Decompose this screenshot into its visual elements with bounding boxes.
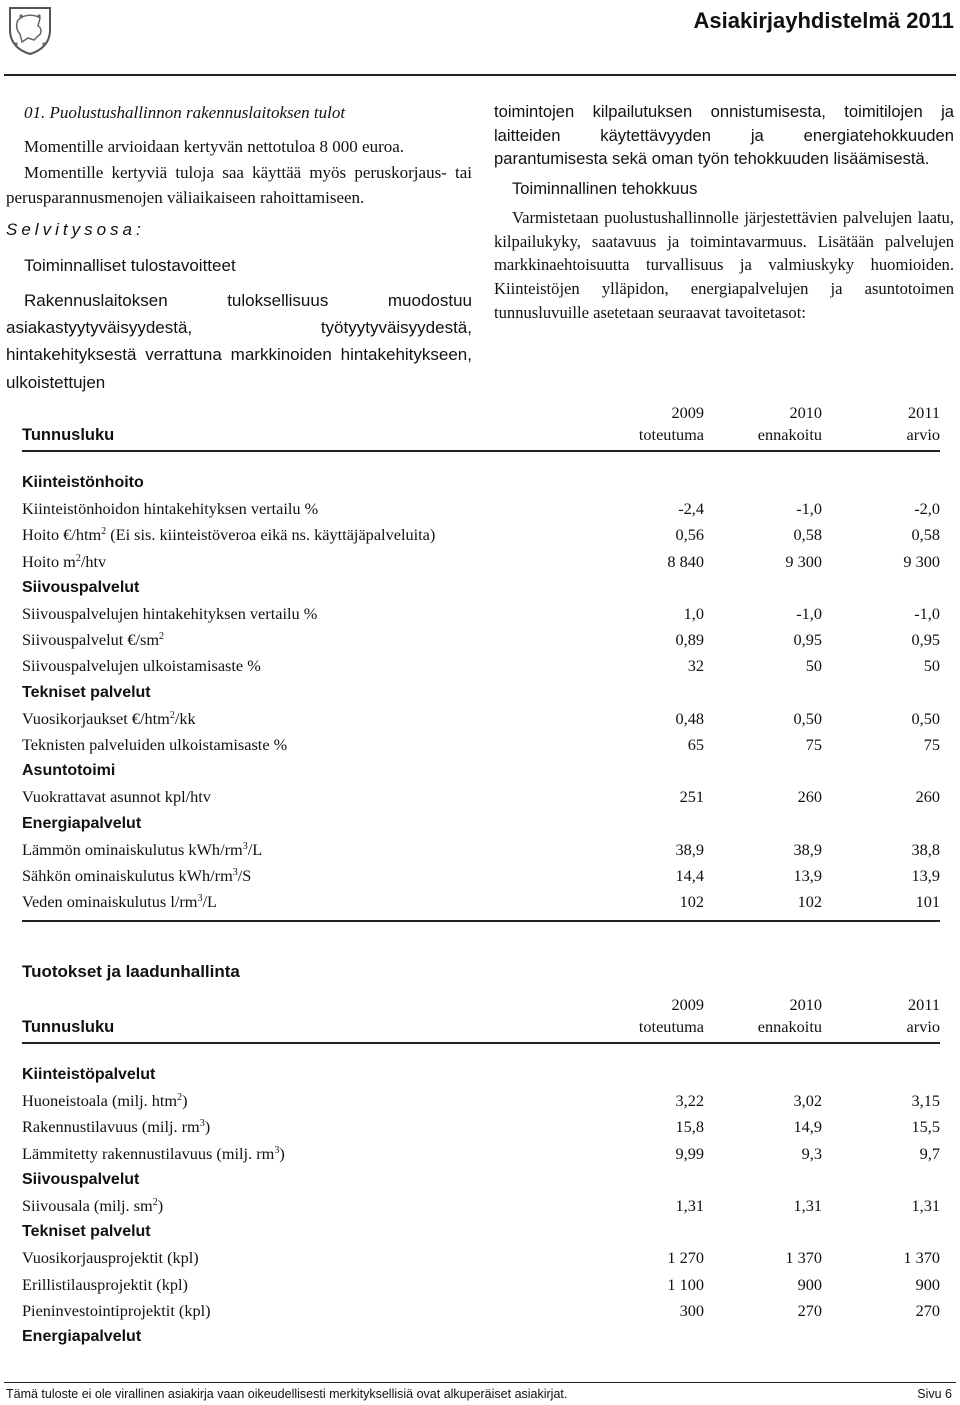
table-row: [22, 732, 940, 758]
year-2009: 2009: [671, 403, 704, 422]
value-2011: 9,7: [919, 1143, 940, 1163]
value-2010: 0,58: [793, 525, 822, 545]
table-end-rule: [22, 920, 940, 922]
value-2009: 3,22: [675, 1091, 704, 1111]
year-2011: 2011: [908, 995, 940, 1014]
row-label: [22, 522, 586, 548]
table-row: [22, 1141, 940, 1167]
type-2009: toteutuma: [638, 425, 704, 444]
row-label-text: Siivouspalvelujen ulkoistamisaste %: [22, 656, 261, 676]
row-label: [22, 837, 586, 863]
type-2011: arvio: [906, 425, 940, 444]
row-label: [22, 889, 586, 915]
row-label-post: /kk: [174, 708, 196, 728]
paragraph: toimintojen kilpailutuksen onnistumisesta, toimitilojen ja laitteiden käytettävyyden ja energiatehokkuuden parantumisesta sekä oman työn tehokkuuden lisäämisestä.: [494, 102, 954, 169]
document-title: Asiakirjayhdistelmä 2011: [693, 8, 954, 33]
row-label-sup: 3: [242, 840, 248, 852]
table-row: [22, 837, 940, 863]
value-2009: 0,56: [675, 525, 704, 545]
row-label-sup: 2: [169, 709, 175, 721]
value-2010: 50: [805, 656, 822, 676]
coat-of-arms-logo: [4, 4, 56, 56]
row-label-sup: 3: [274, 1144, 280, 1156]
column-label: Tunnusluku: [22, 425, 115, 444]
table-row: [22, 1193, 940, 1219]
section-2-title: Tuotokset ja laadunhallinta: [22, 962, 240, 981]
row-label-text: Teknisten palveluiden ulkoistamisaste %: [22, 734, 288, 754]
paragraph: Rakennuslaitoksen tuloksellisuus muodostuu asiakastyytyväisyydestä, työtyytyväisyydestä, hintakehityksestä verrattuna markkinoiden hintakehitykseen, ulkoistettujen: [6, 290, 472, 392]
value-2011: 0,50: [911, 708, 940, 728]
table-row: [22, 1088, 940, 1114]
row-label: [22, 1245, 586, 1271]
value-2009: 14,4: [675, 865, 704, 885]
value-2011: 0,58: [911, 525, 940, 545]
category-row: [22, 1062, 940, 1088]
value-2011: 3,15: [911, 1091, 940, 1111]
value-2009: 1,31: [675, 1196, 704, 1216]
category-row: [22, 758, 940, 784]
value-2010: 1,31: [793, 1196, 822, 1216]
value-2011: 15,5: [911, 1117, 940, 1137]
column-label: Tunnusluku: [22, 1017, 115, 1036]
row-label-text: Kiinteistönhoidon hintakehityksen vertailu %: [22, 499, 319, 519]
table-row: [22, 627, 940, 653]
category-label: Siivouspalvelut: [22, 578, 140, 596]
category-label: Siivouspalvelut: [22, 1170, 140, 1188]
value-2010: 13,9: [793, 865, 822, 885]
row-label-post: ): [182, 1091, 188, 1111]
value-2011: 1,31: [911, 1196, 940, 1216]
type-2011: arvio: [906, 1017, 940, 1036]
value-2011: 260: [915, 787, 940, 807]
row-label-sup: 2: [75, 552, 81, 564]
table-row: [22, 601, 940, 627]
row-label-text: Pieninvestointiprojektit (kpl): [22, 1300, 211, 1320]
value-2010: -1,0: [796, 499, 822, 519]
left-column: [6, 100, 472, 396]
value-2009: 1,0: [683, 604, 704, 624]
row-label-post: ): [279, 1143, 285, 1163]
value-2010: 14,9: [793, 1117, 822, 1137]
value-2009: 9,99: [675, 1143, 704, 1163]
value-2009: 0,89: [675, 630, 704, 650]
row-label: [22, 784, 586, 810]
value-2010: 0,95: [793, 630, 822, 650]
value-2011: 9 300: [903, 551, 940, 571]
value-2010: 9 300: [785, 551, 822, 571]
table-row: [22, 889, 940, 915]
row-label-sup: 2: [152, 1197, 158, 1209]
row-label-text: Vuosikorjausprojektit (kpl): [22, 1248, 199, 1268]
row-label-post: /L: [247, 839, 263, 859]
category-label: Energiapalvelut: [22, 814, 142, 832]
row-label-pre: Lämmitetty rakennustilavuus (milj. rm: [22, 1143, 275, 1163]
row-label: [22, 1114, 586, 1140]
row-label-pre: Rakennustilavuus (milj. rm: [22, 1117, 200, 1137]
row-label-pre: Huoneistoala (milj. htm: [22, 1091, 178, 1111]
value-2010: 3,02: [793, 1091, 822, 1111]
year-2011: 2011: [908, 403, 940, 422]
category-row: [22, 575, 940, 601]
table-row: [22, 863, 940, 889]
year-2010: 2010: [789, 403, 822, 422]
row-label: [22, 601, 586, 627]
value-2009: 65: [687, 734, 704, 754]
row-label-text: Erillistilausprojektit (kpl): [22, 1274, 188, 1294]
row-label-post: /htv: [80, 551, 107, 571]
year-2010: 2010: [789, 995, 822, 1014]
page-number: Sivu 6: [917, 1387, 952, 1401]
value-2009: 15,8: [675, 1117, 704, 1137]
row-label-sup: 2: [177, 1092, 183, 1104]
category-row: [22, 1167, 940, 1193]
paragraph: Varmistetaan puolustushallinnolle järjestettävien palvelujen laatu, kilpailukyky, saatavuus ja toimintavarmuus. Lisätään palvelujen markkinaehtoisuutta turvallisuus ja valmiuskyky huomioiden. Kiinteistöjen ylläpidon, energiapalvelujen ja asuntotoimen tunnusluvuille asetetaan seuraavat tavoitetasot:: [494, 208, 954, 322]
row-label-pre: Hoito €/htm: [22, 525, 102, 545]
row-label: [22, 627, 586, 653]
table-row: [22, 706, 940, 732]
value-2010: 260: [797, 787, 822, 807]
table-row: [22, 522, 940, 548]
value-2009: 300: [679, 1300, 704, 1320]
row-label-sup: 3: [197, 893, 203, 905]
row-label-pre: Lämmön ominaiskulutus kWh/rm: [22, 839, 243, 859]
value-2009: 102: [679, 892, 704, 912]
type-2010: ennakoitu: [757, 425, 822, 444]
footer: [6, 1387, 952, 1401]
section-heading: 01. Puolustushallinnon rakennuslaitoksen tulot: [24, 103, 346, 122]
type-2009: toteutuma: [638, 1017, 704, 1036]
table-rule: [22, 1042, 940, 1044]
row-label: [22, 863, 586, 889]
row-label: [22, 653, 586, 679]
value-2011: 270: [915, 1300, 940, 1320]
row-label: [22, 1298, 586, 1324]
subheading: Toiminnallinen tehokkuus: [512, 178, 698, 198]
row-label-text: Siivouspalvelujen hintakehityksen vertailu %: [22, 604, 318, 624]
category-label: Tekniset palvelut: [22, 1223, 151, 1241]
category-row: [22, 810, 940, 836]
value-2009: 251: [679, 787, 704, 807]
row-label-sup: 3: [232, 866, 238, 878]
paragraph: Momentille arvioidaan kertyvän nettotuloa 8 000 euroa.: [24, 136, 405, 156]
value-2011: -2,0: [914, 499, 940, 519]
indicator-table-1: [22, 402, 940, 927]
category-label: Energiapalvelut: [22, 1327, 142, 1345]
category-label: Asuntotoimi: [22, 762, 116, 780]
value-2011: 1 370: [903, 1248, 940, 1268]
row-label-pre: Vuosikorjaukset €/htm: [22, 708, 170, 728]
row-label: [22, 1088, 586, 1114]
table-row: [22, 549, 940, 575]
row-label-pre: Veden ominaiskulutus l/rm: [22, 892, 198, 912]
row-label-sup: 2: [101, 526, 107, 538]
table-rule: [22, 450, 940, 452]
row-label: [22, 1193, 586, 1219]
row-label-pre: Hoito m: [22, 551, 76, 571]
value-2010: 1 370: [785, 1248, 822, 1268]
type-2010: ennakoitu: [757, 1017, 822, 1036]
row-label-post: (Ei sis. kiinteistöveroa eikä ns. käyttäjäpalveluita): [106, 525, 436, 545]
year-2009: 2009: [671, 995, 704, 1014]
row-label-text: Vuokrattavat asunnot kpl/htv: [22, 787, 211, 807]
value-2010: 9,3: [801, 1143, 822, 1163]
category-label: Kiinteistönhoito: [22, 474, 144, 492]
selvitysosa-label: Selvitysosa:: [6, 220, 145, 240]
value-2010: 900: [797, 1274, 822, 1294]
value-2009: 1 100: [667, 1274, 704, 1294]
value-2011: 75: [923, 734, 940, 754]
table-row: [22, 1298, 940, 1324]
row-label-pre: Sähkön ominaiskulutus kWh/rm: [22, 865, 233, 885]
value-2011: 38,8: [911, 839, 940, 859]
value-2010: 0,50: [793, 708, 822, 728]
value-2010: 75: [805, 734, 822, 754]
value-2009: 38,9: [675, 839, 704, 859]
footer-rule: [4, 1382, 956, 1383]
row-label-post: ): [204, 1117, 211, 1137]
row-label-sup: 3: [199, 1118, 205, 1130]
value-2011: 0,95: [911, 630, 940, 650]
row-label: [22, 706, 586, 732]
value-2011: 50: [923, 656, 940, 676]
footer-disclaimer: Tämä tuloste ei ole virallinen asiakirja vaan oikeudellisesti merkityksellisiä ovat alkuperäiset asiakirjat.: [6, 1387, 568, 1401]
category-row: [22, 470, 940, 496]
row-label-post: ): [157, 1196, 164, 1216]
row-label-pre: Siivousala (milj. sm: [22, 1196, 153, 1216]
row-label: [22, 496, 586, 522]
value-2009: -2,4: [678, 499, 704, 519]
value-2011: 13,9: [911, 865, 940, 885]
value-2011: 101: [915, 892, 940, 912]
paragraph: Momentille kertyviä tuloja saa käyttää myös peruskorjaus- tai perusparannusmenojen väliaikaiseen rahoittamiseen.: [6, 162, 472, 208]
category-label: Tekniset palvelut: [22, 683, 151, 701]
value-2009: 0,48: [675, 708, 704, 728]
row-label: [22, 549, 586, 575]
value-2010: 102: [797, 892, 822, 912]
value-2010: -1,0: [796, 604, 822, 624]
category-row: [22, 1324, 940, 1350]
value-2010: 270: [797, 1300, 822, 1320]
row-label: [22, 1272, 586, 1298]
row-label-post: /L: [202, 892, 217, 912]
table-row: [22, 1245, 940, 1271]
row-label-post: /S: [237, 865, 252, 885]
category-label: Kiinteistöpalvelut: [22, 1066, 156, 1084]
table-row: [22, 1114, 940, 1140]
table-row: [22, 784, 940, 810]
table-row: [22, 496, 940, 522]
row-label-pre: Siivouspalvelut €/sm: [22, 630, 160, 650]
category-row: [22, 1219, 940, 1245]
value-2010: 38,9: [793, 839, 822, 859]
indicator-table-2: [22, 994, 940, 1350]
right-column: [494, 100, 954, 324]
value-2011: -1,0: [914, 604, 940, 624]
header-rule: [4, 74, 956, 76]
row-label-sup: 2: [159, 631, 165, 643]
table-row: [22, 653, 940, 679]
value-2011: 900: [915, 1274, 940, 1294]
row-label: [22, 732, 586, 758]
value-2009: 32: [687, 656, 704, 676]
category-row: [22, 680, 940, 706]
subheading: Toiminnalliset tulostavoitteet: [24, 256, 236, 276]
row-label: [22, 1141, 586, 1167]
value-2009: 1 270: [667, 1248, 704, 1268]
table-row: [22, 1272, 940, 1298]
value-2009: 8 840: [667, 551, 704, 571]
